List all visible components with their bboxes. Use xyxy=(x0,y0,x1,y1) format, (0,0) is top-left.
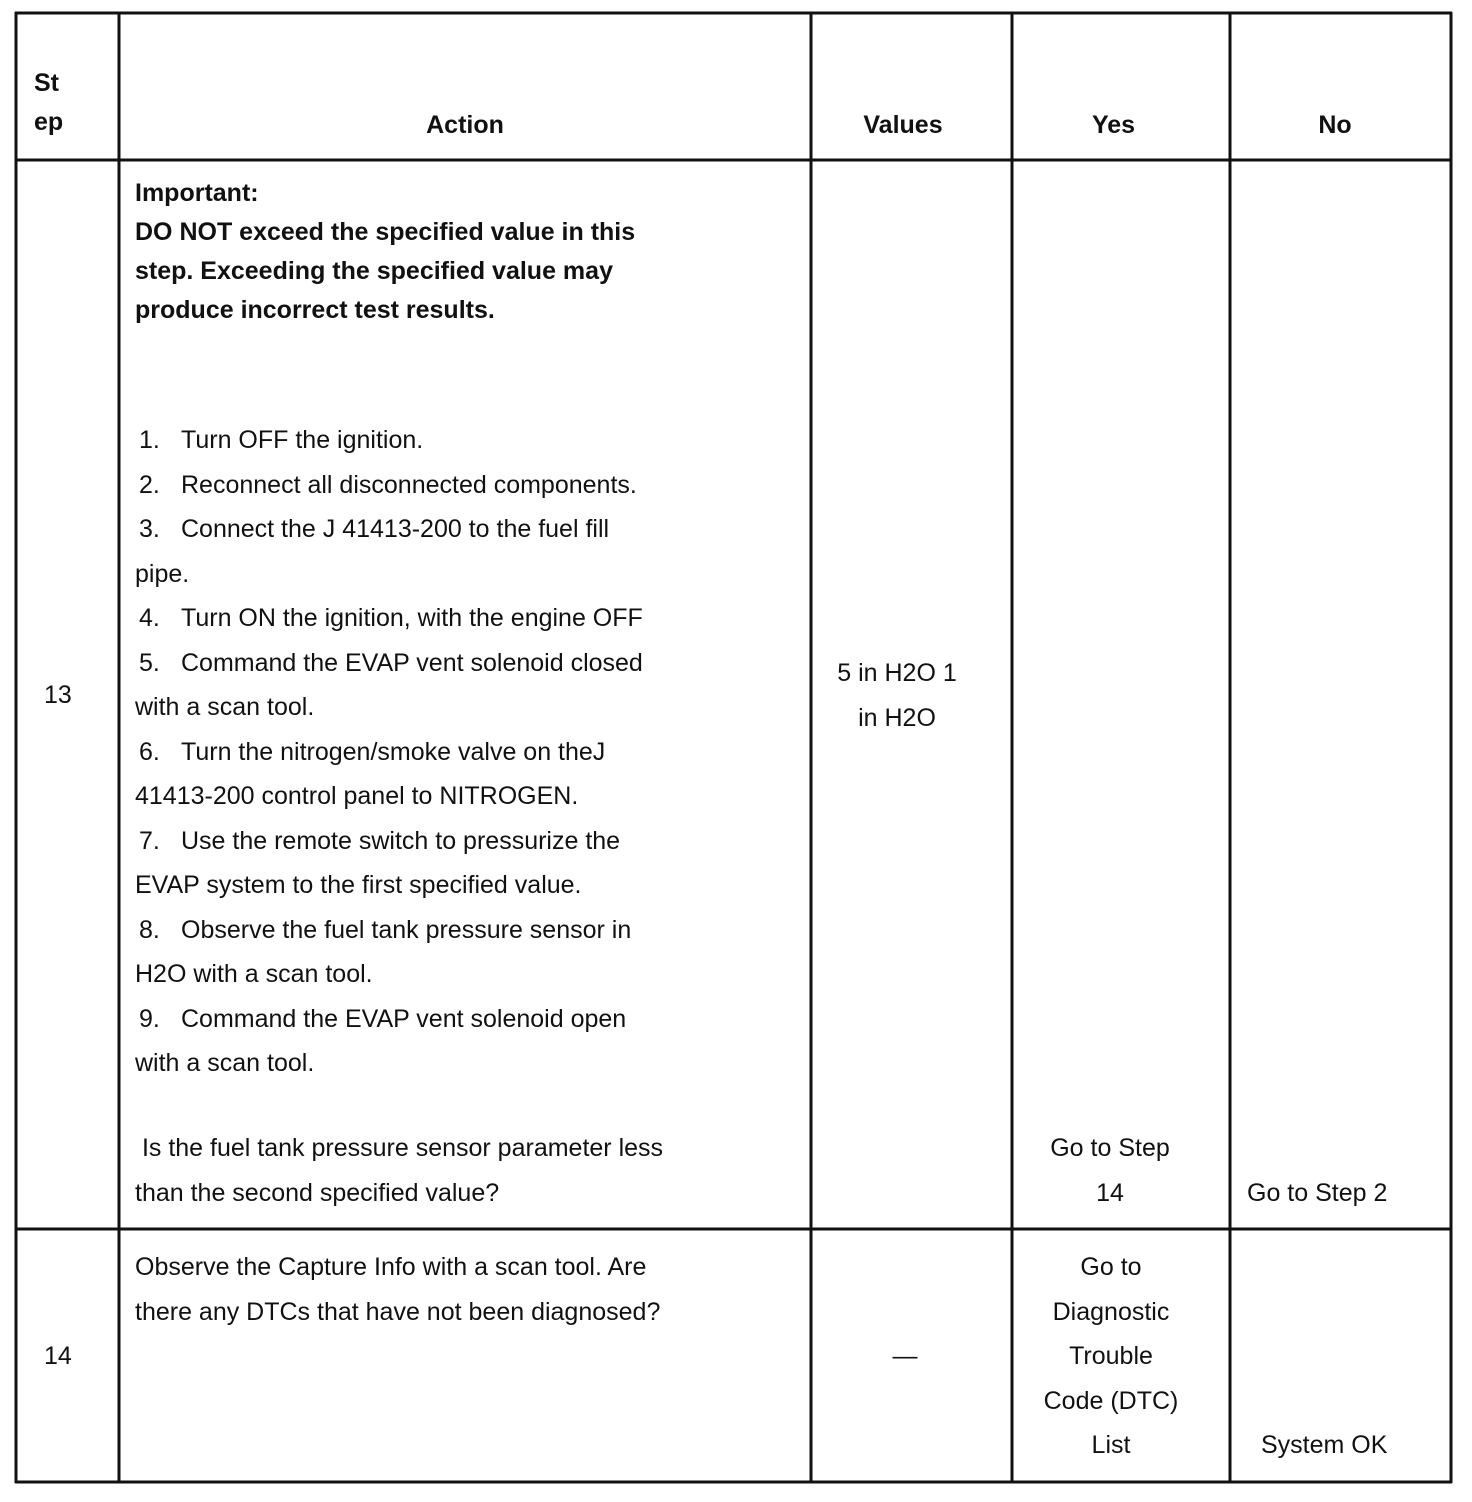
yes-line-2: 14 xyxy=(1096,1178,1124,1207)
list-item-continuation: H2O with a scan tool. xyxy=(135,960,373,988)
row-13-no: Go to Step 2 xyxy=(1247,1179,1388,1207)
row-13-yes xyxy=(1012,1126,1208,1215)
row-14-step: 14 xyxy=(44,1342,72,1370)
list-item: 3. Connect the J 41413-200 to the fuel fill xyxy=(139,515,610,543)
row-14-no: System OK xyxy=(1261,1431,1388,1459)
list-item: 6. Turn the nitrogen/smoke valve on theJ xyxy=(139,737,606,766)
header-step xyxy=(20,64,80,142)
important-text-2: step. Exceeding the specified value may xyxy=(135,257,613,285)
list-item-continuation: 41413-200 control panel to NITROGEN. xyxy=(135,782,579,810)
action-line-1: Observe the Capture Info with a scan tool. Are xyxy=(135,1253,647,1281)
question-line-1: Is the fuel tank pressure sensor parameter less xyxy=(135,1134,664,1162)
row-14-action xyxy=(135,1245,805,1334)
yes-line-3: Trouble xyxy=(1069,1342,1153,1370)
header-no: No xyxy=(1318,111,1352,139)
row-13-question xyxy=(135,1126,805,1215)
important-label: Important: xyxy=(135,179,259,207)
important-text-1: DO NOT exceed the specified value in this xyxy=(135,218,636,246)
list-item: 5. Command the EVAP vent solenoid closed xyxy=(139,648,643,677)
list-item: 1. Turn OFF the ignition. xyxy=(139,426,424,454)
header-values: Values xyxy=(863,111,943,139)
list-item-continuation: with a scan tool. xyxy=(135,693,315,721)
row-13-steps-list xyxy=(135,418,805,1086)
values-line-2: in H2O xyxy=(858,703,936,732)
list-item: 9. Command the EVAP vent solenoid open xyxy=(139,1004,627,1033)
row-13-important xyxy=(135,174,805,330)
values-line-1: 5 in H2O 1 xyxy=(837,659,957,687)
yes-line-2: Diagnostic xyxy=(1052,1297,1170,1326)
header-yes: Yes xyxy=(1091,111,1136,139)
row-13-values xyxy=(811,651,983,740)
list-item: 4. Turn ON the ignition, with the engine OFF xyxy=(139,604,643,632)
yes-line-4: Code (DTC) xyxy=(1043,1386,1179,1415)
list-item-continuation: pipe. xyxy=(135,559,190,588)
list-item: 2. Reconnect all disconnected components. xyxy=(139,470,637,499)
action-line-2: there any DTCs that have not been diagnosed? xyxy=(135,1297,661,1326)
important-text-3: produce incorrect test results. xyxy=(135,296,495,324)
list-item-continuation: with a scan tool. xyxy=(135,1049,315,1077)
yes-line-1: Go to xyxy=(1080,1253,1142,1281)
row-14-values: — xyxy=(892,1342,918,1370)
yes-line-5: List xyxy=(1091,1431,1131,1459)
header-step-line2: ep xyxy=(34,108,64,136)
question-line-2: than the second specified value? xyxy=(135,1178,500,1207)
list-item-continuation: EVAP system to the first specified value. xyxy=(135,871,582,899)
row-13-step: 13 xyxy=(44,681,72,709)
list-item: 8. Observe the fuel tank pressure sensor in xyxy=(139,915,632,944)
list-item: 7. Use the remote switch to pressurize the xyxy=(139,826,621,855)
header-action: Action xyxy=(426,111,504,139)
header-step-line1: St xyxy=(34,69,59,97)
row-14-yes xyxy=(1012,1245,1210,1468)
yes-line-1: Go to Step xyxy=(1050,1134,1170,1162)
